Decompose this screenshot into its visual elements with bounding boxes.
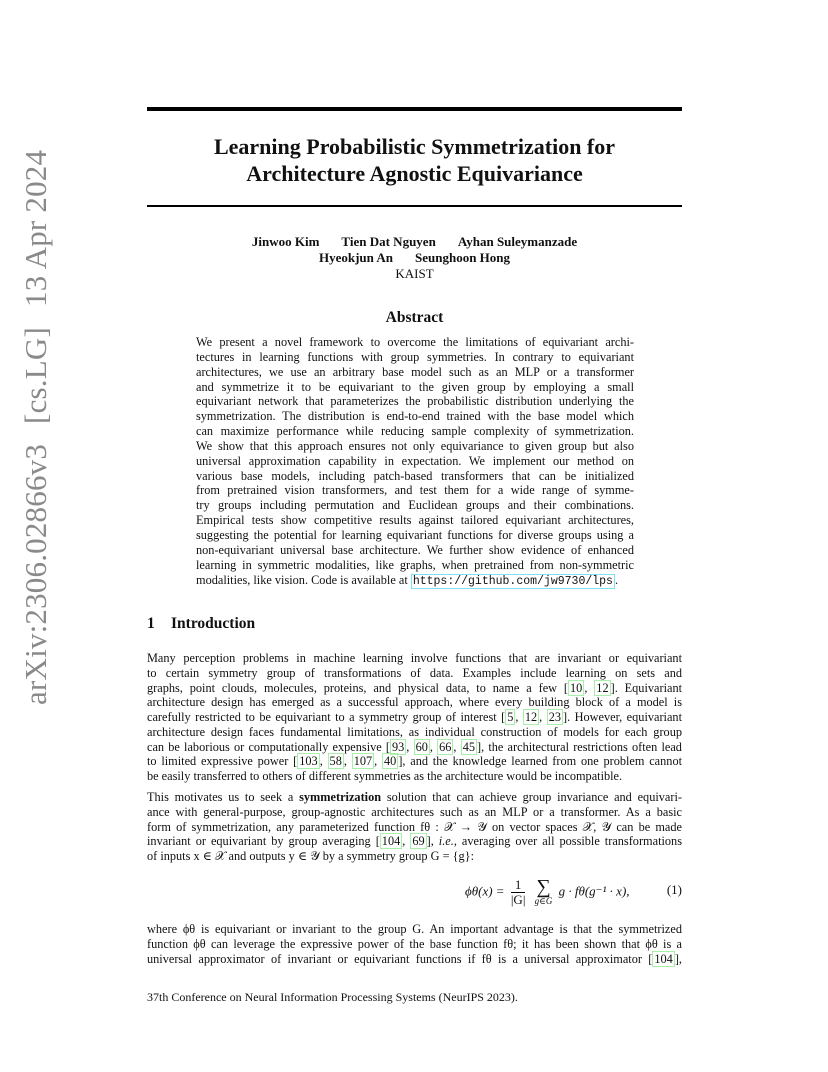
body-line: to certain symmetry group of transformations of data. Examples include learning on sets and — [147, 665, 682, 680]
body-text: ]. However, equivariant — [562, 710, 682, 724]
abstract-text: modalities, like vision. Code is available at — [196, 572, 411, 587]
body-line: invariant or equivariant by group averaging [ 104 , 69 ], i.e., averaging over all possible transformations — [147, 834, 682, 849]
abstract-line: architectures, we use an arbitrary base model such as an MLP or a transformer — [196, 364, 634, 379]
abstract-line: and symmetrize it to be equivariant to the given group by employing a small — [196, 379, 634, 394]
body-line: where ϕθ is equivariant or invariant to the group G. An important advantage is that the symmetrized — [147, 922, 682, 936]
summation-symbol — [535, 878, 553, 907]
fraction-numerator: 1 — [511, 878, 526, 893]
body-line: carefully restricted to be equivariant to a symmetry group of interest [ 5 , 12 , 23 ]. However, equivariant — [147, 710, 682, 724]
body-line: Many perception problems in machine learning involve functions that are invariant or equivariant — [147, 651, 682, 665]
citation-link[interactable]: 60 — [415, 739, 428, 754]
equation-fraction — [511, 878, 526, 907]
citation-link[interactable]: 103 — [299, 754, 318, 769]
equation-number: (1) — [666, 882, 682, 897]
body-line: be easily transferred to others of different symmetries as the architecture would be incompatible. — [147, 769, 623, 783]
body-text: ]. Equivariant — [610, 680, 683, 695]
arxiv-date: 13 Apr 2024 — [18, 149, 53, 307]
paper-title — [147, 133, 682, 187]
abstract-line: equivariant network that parameterizes the probabilistic distribution underlying the — [196, 394, 634, 409]
citation-link[interactable]: 12 — [596, 680, 609, 695]
sum-subscript: g∈G — [534, 896, 553, 906]
intro-paragraph-1 — [147, 651, 682, 784]
citation-link[interactable]: 66 — [439, 739, 452, 754]
section-title: Introduction — [171, 615, 256, 632]
title-line-2: Architecture Agnostic Equivariance — [246, 161, 583, 186]
body-line: can be laborious or computationally expensive [ 93 , 60 , 66 , 45 ], the architectural restrictions often lead — [147, 739, 682, 754]
body-text: ], — [426, 834, 439, 849]
abstract-line: We show that this approach ensures not only equivariance to given group but also — [196, 438, 634, 453]
citation-link[interactable]: 69 — [412, 834, 425, 849]
author: Hyeokjun An — [318, 250, 394, 265]
body-line: graphs, point clouds, molecules, proteins, and physical data, to name a few [ 10 , 12 ]. Equivariant — [147, 680, 683, 695]
fraction-denominator: |G| — [510, 892, 526, 907]
body-line: architecture design has emerged as a successful approach, where every building block of a model is — [147, 695, 682, 710]
title-line-1: Learning Probabilistic Symmetrization for — [213, 134, 616, 159]
italic-term: i.e. — [438, 834, 454, 849]
title-bottom-rule — [147, 205, 682, 207]
citation-link[interactable]: 40 — [384, 754, 397, 769]
citation-link[interactable]: 45 — [462, 739, 475, 754]
body-text: , averaging over all possible transformations — [453, 834, 682, 849]
abstract-line: We present a novel framework to overcome the limitations of equivariant archi- — [196, 335, 634, 349]
abstract-line: various base models, including patch-based transformers that can be initialized — [196, 468, 634, 483]
abstract-line: Empirical tests show competitive results against tailored equivariant architectures, — [196, 513, 634, 528]
author: Jinwoo Kim — [251, 234, 320, 249]
affiliation: KAIST — [395, 266, 434, 281]
arxiv-id: arXiv:2306.02866v3 — [18, 443, 53, 705]
body-text: can be laborious or computationally expensive [ — [147, 739, 390, 754]
body-text: to limited expressive power [ — [147, 754, 298, 769]
abstract-line: from pretrained vision transformers, and test them for a wide range of symme- — [196, 483, 634, 498]
body-line: form of symmetrization, any parameterized function fθ : 𝒳 → 𝒴 on vector spaces 𝒳, 𝒴 can be made — [147, 819, 682, 834]
abstract-line: learning in symmetric modalities, like graphs, when pretrained from non-symmetric — [196, 557, 634, 572]
citation-link[interactable]: 12 — [524, 710, 538, 724]
citation-link[interactable]: 93 — [392, 739, 405, 754]
abstract-text: . — [614, 572, 619, 587]
equation-lhs: ϕθ(x) = — [465, 883, 505, 899]
abstract-line: try groups including permutation and Euclidean groups and their combinations. — [196, 498, 634, 513]
body-text: ], and the knowledge learned from one problem cannot — [398, 754, 683, 769]
arxiv-category: [cs.LG] — [18, 327, 53, 424]
citation-link[interactable]: 5 — [507, 710, 514, 724]
body-text: universal approximator of invariant or equivariant functions if fθ is a universal approximator [ — [147, 951, 653, 966]
body-line — [147, 952, 682, 967]
citation-link[interactable]: 23 — [548, 710, 561, 724]
author: Tien Dat Nguyen — [341, 234, 436, 249]
author-list — [147, 234, 682, 266]
section-heading — [147, 615, 255, 633]
author: Ayhan Suleymanzade — [457, 234, 578, 249]
citation-link[interactable]: 10 — [570, 680, 583, 695]
abstract-line-last — [196, 573, 634, 588]
body-text: ], the architectural restrictions often lead — [476, 739, 682, 754]
body-text: solution that can achieve group invariance and equivari- — [381, 790, 682, 804]
conference-footer: 37th Conference on Neural Information Processing Systems (NeurIPS 2023). — [147, 990, 518, 1004]
section-number: 1 — [147, 615, 155, 632]
abstract-line: non-equivariant universal base architecture. We further show evidence of enhanced — [196, 542, 634, 557]
body-text: carefully restricted to be equivariant to a symmetry group of interest [ — [147, 710, 506, 724]
body-text: This motivates us to seek a — [147, 790, 300, 804]
body-text: invariant or equivariant by group averaging [ — [147, 834, 380, 849]
abstract-heading: Abstract — [385, 309, 444, 326]
abstract-line: can maximize performance while reducing sample complexity of symmetrization. — [196, 424, 634, 439]
equation-1 — [147, 872, 682, 912]
body-text: graphs, point clouds, molecules, proteins, and physical data, to name a few [ — [147, 680, 569, 695]
abstract-body — [196, 335, 634, 587]
intro-paragraph-2 — [147, 790, 682, 864]
body-line: architecture design faces fundamental limitations, as individual construction of models for each group — [147, 724, 682, 739]
bold-term: symmetrization — [299, 790, 382, 804]
body-line: ance with general-purpose, group-agnostic architectures such as an MLP or a transformer. As a basic — [147, 804, 682, 819]
body-text: ], — [674, 951, 682, 966]
abstract-line: suggesting the potential for learning equivariant functions for diverse groups using a — [196, 527, 634, 542]
citation-link[interactable]: 104 — [654, 951, 673, 966]
author: Seunghoon Hong — [415, 250, 511, 265]
abstract-line: symmetrization. The distribution is end-to-end trained with the base model which — [196, 409, 634, 424]
sigma: ∑ — [536, 876, 551, 898]
citation-link[interactable]: 107 — [353, 754, 373, 769]
title-top-rule — [147, 107, 682, 111]
abstract-line: universal approximation capability in expectation. We implement our method on — [196, 453, 634, 468]
intro-paragraph-3 — [147, 922, 682, 966]
equation-rhs: g · fθ(g⁻¹ · x), — [558, 883, 630, 899]
body-line: function ϕθ can leverage the expressive power of the base function fθ; it has been shown that ϕθ is a — [147, 936, 682, 951]
body-line: to limited expressive power [ 103 , 58 , 107 , 40 ], and the knowledge learned from one problem cannot — [147, 754, 683, 769]
abstract-line: tectures in learning functions with group symmetries. In contrary to equivariant — [196, 349, 634, 364]
body-line: of inputs x ∈ 𝒳 and outputs y ∈ 𝒴 by a symmetry group G = {g}: — [147, 849, 474, 863]
citation-link[interactable]: 104 — [381, 834, 401, 849]
citation-link[interactable]: 58 — [329, 754, 342, 769]
equation-formula — [465, 878, 630, 907]
arxiv-watermark — [18, 150, 54, 705]
body-line — [147, 790, 682, 805]
code-link[interactable]: https://github.com/jw9730/lps — [412, 574, 613, 588]
